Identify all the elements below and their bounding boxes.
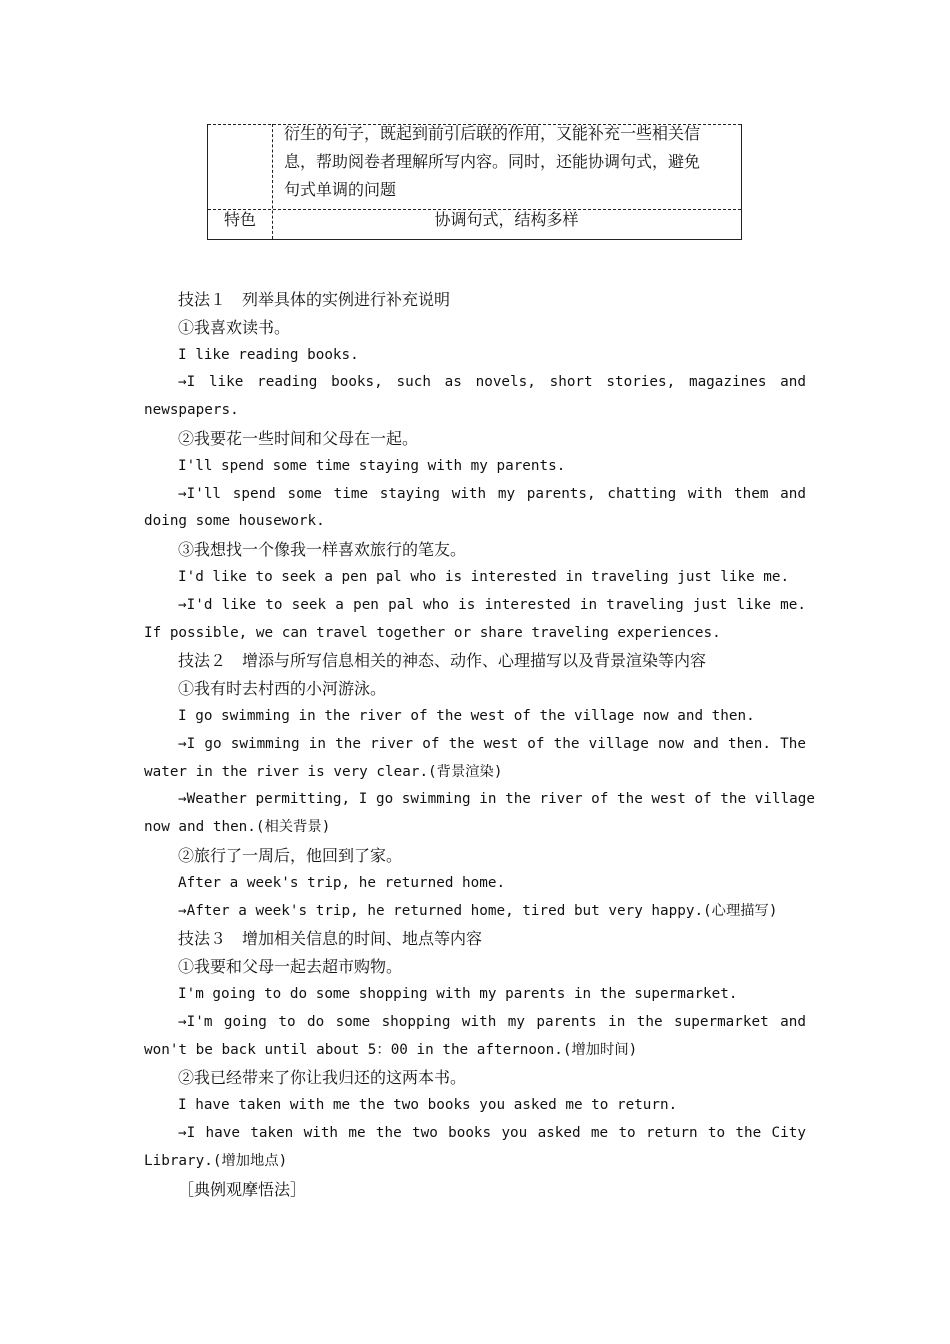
document-line: →I'd like to seek a pen pal who is interested in traveling just like me.	[178, 596, 806, 613]
document-line: 技法３ 增加相关信息的时间、地点等内容	[178, 929, 483, 949]
document-line: I'm going to do some shopping with my parents in the supermarket.	[178, 985, 738, 1002]
table-description-line: 衍生的句子，既起到前引后联的作用，又能补充一些相关信	[284, 124, 701, 143]
document-line: →After a week's trip, he returned home, tired but very happy.(心理描写)	[178, 902, 778, 919]
document-line: 技法２ 增添与所写信息相关的神态、动作、心理描写以及背景渲染等内容	[178, 651, 707, 671]
document-line: ②我要花一些时间和父母在一起。	[178, 428, 419, 448]
document-line: →I have taken with me the two books you asked me to return to the City	[178, 1124, 806, 1141]
document-line: doing some housework.	[144, 513, 325, 530]
table-description-cell	[284, 120, 724, 204]
table-description-line: 息，帮助阅卷者理解所写内容。同时，还能协调句式，避免	[284, 152, 701, 171]
document-line: After a week's trip, he returned home.	[178, 874, 506, 891]
document-line: →I'm going to do some shopping with my parents in the supermarket and	[178, 1013, 806, 1030]
document-line: 技法１ 列举具体的实例进行补充说明	[178, 290, 451, 309]
document-line: now and then.(相关背景)	[144, 819, 331, 836]
table-feature-label: 特色	[223, 210, 256, 229]
feature-table	[207, 124, 742, 240]
table-description-line: 句式单调的问题	[284, 180, 397, 199]
document-line: ②我已经带来了你让我归还的这两本书。	[178, 1068, 467, 1088]
document-line: water in the river is very clear.(背景渲染)	[144, 763, 503, 780]
document-line: ①我喜欢读书。	[178, 317, 291, 337]
document-line: ③我想找一个像我一样喜欢旅行的笔友。	[178, 540, 467, 560]
document-line: If possible, we can travel together or share traveling experiences.	[144, 624, 721, 641]
document-line: ［典例观摩悟法］	[178, 1179, 307, 1199]
document-line: newspapers.	[144, 402, 239, 419]
document-line: →Weather permitting, I go swimming in the river of the west of the village	[178, 791, 815, 808]
document-line: won't be back until about 5：00 in the afternoon.(增加时间)	[144, 1041, 638, 1058]
document-line: I'll spend some time staying with my parents.	[178, 457, 566, 474]
document-body	[144, 286, 815, 1203]
document-line: ②旅行了一周后，他回到了家。	[178, 845, 403, 865]
document-line: →I like reading books, such as novels, short stories, magazines and	[178, 374, 806, 391]
document-line: →I go swimming in the river of the west of the village now and then. The	[178, 735, 806, 752]
document-line: Library.(增加地点)	[144, 1152, 288, 1169]
document-line: I like reading books.	[178, 346, 359, 363]
document-line: I have taken with me the two books you asked me to return.	[178, 1097, 678, 1114]
table-feature-value: 协调句式，结构多样	[434, 210, 579, 229]
document-line: I go swimming in the river of the west of the village now and then.	[178, 707, 755, 724]
document-line: →I'll spend some time staying with my parents, chatting with them and	[178, 485, 806, 502]
document-line: ①我有时去村西的小河游泳。	[178, 679, 387, 699]
document-line: I'd like to seek a pen pal who is interested in traveling just like me.	[178, 568, 790, 585]
document-line: ①我要和父母一起去超市购物。	[178, 957, 403, 977]
